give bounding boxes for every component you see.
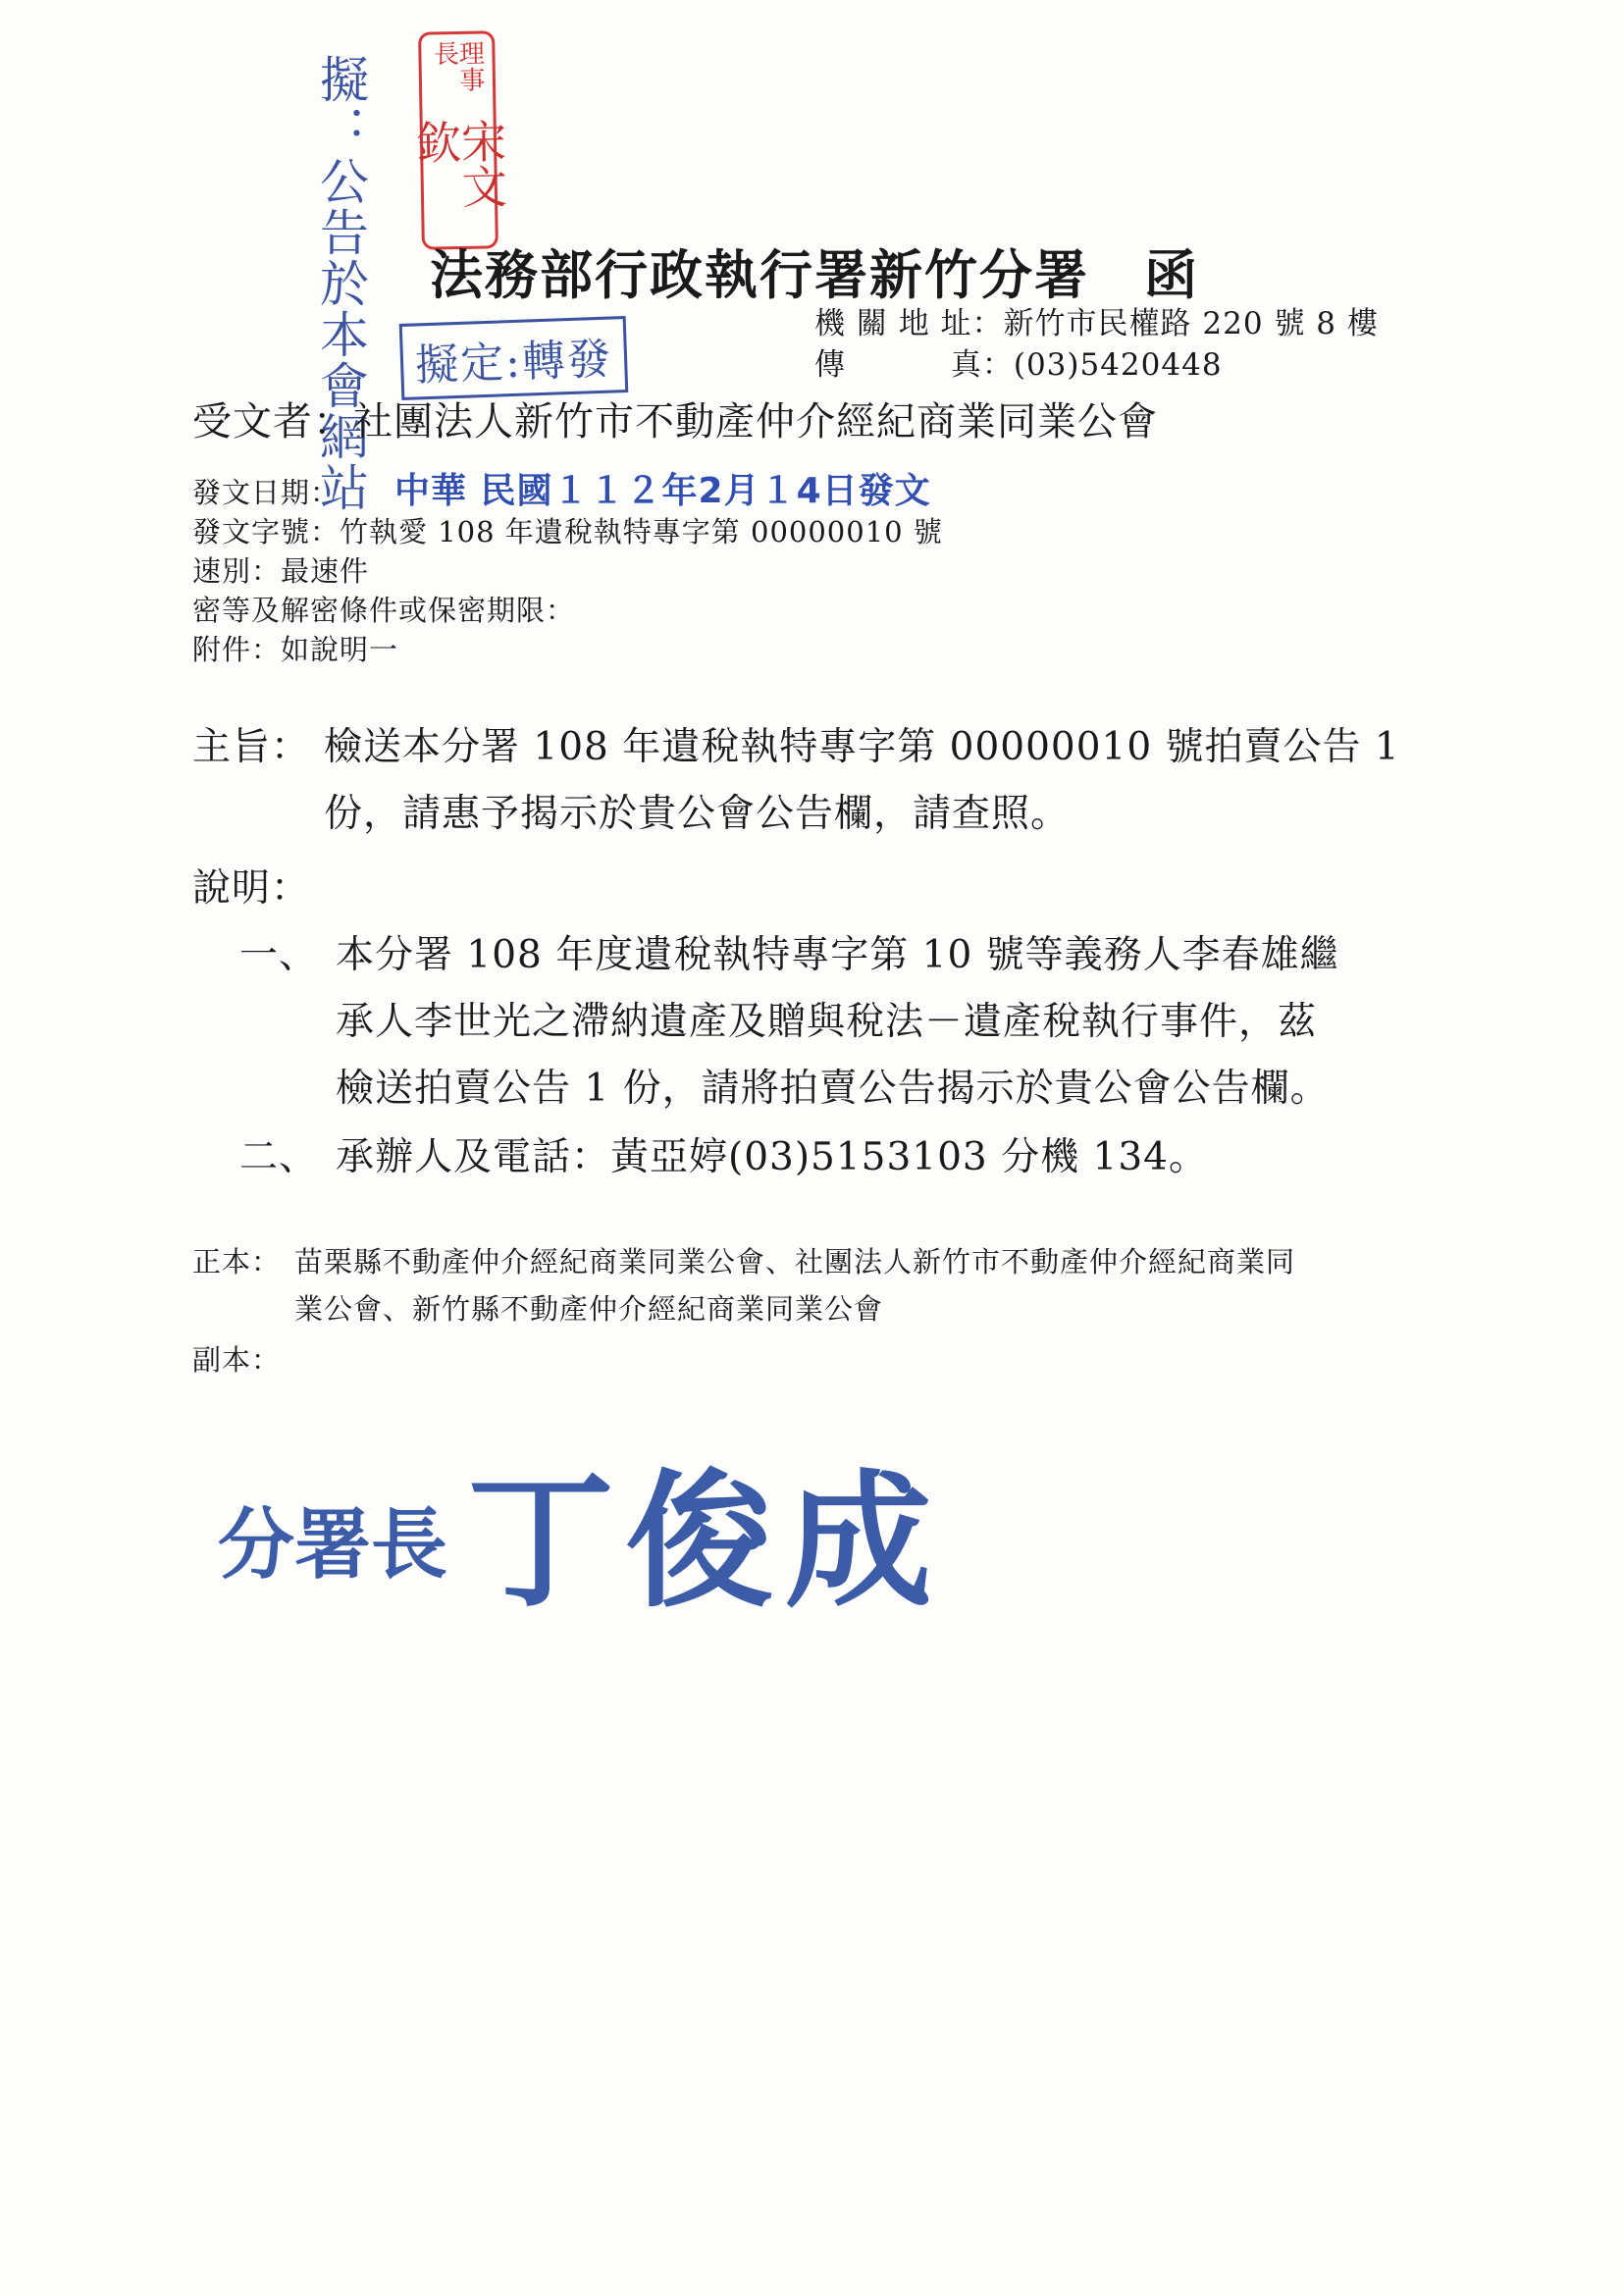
distribution-copy-label: 副本： xyxy=(192,1343,282,1377)
vertical-handwritten-stamp: 擬：公告於本會網站 xyxy=(312,54,369,513)
document-number: 發文字號：竹執愛 108 年遺稅執特專字第 00000010 號 xyxy=(192,515,943,548)
issuing-organization: 法務部行政執行署新竹分署 xyxy=(430,243,1089,306)
seal-title: 理事長 xyxy=(429,39,486,94)
office-address: 機 關 地 址：新竹市民權路 220 號 8 樓 xyxy=(814,306,1379,341)
subject-line-1: 檢送本分署 108 年遺稅執特專字第 00000010 號拍賣公告 1 xyxy=(324,725,1400,769)
director-title: 分署長 xyxy=(218,1501,448,1590)
distribution-main-line-1: 苗栗縣不動產仲介經紀商業同業公會、社團法人新竹市不動產仲介經紀商業同 xyxy=(294,1245,1296,1278)
director-name: 丁俊成 xyxy=(467,1457,945,1628)
explanation-item-2-number: 二、 xyxy=(239,1135,319,1179)
explanation-item-2-line-1: 承辦人及電話：黃亞婷(03)5153103 分機 134。 xyxy=(336,1135,1208,1179)
subject-line-2: 份，請惠予揭示於貴公會公告欄，請查照。 xyxy=(324,792,1071,836)
approval-stamp: 擬定:轉發 xyxy=(399,316,628,400)
issue-date-stamp: 中華 民國１１２年2月１4日發文 xyxy=(394,471,931,511)
document-form: 函 xyxy=(1144,243,1199,306)
seal-name: 宋文欽 xyxy=(408,118,509,210)
office-fax: 傳 真：(03)5420448 xyxy=(814,347,1223,383)
explanation-item-1-number: 一、 xyxy=(239,933,319,977)
explanation-item-1-line-1: 本分署 108 年度遺稅執特專字第 10 號等義務人李春雄繼 xyxy=(336,933,1339,977)
receiver-line: 受文者：社團法人新竹市不動產仲介經紀商業同業公會 xyxy=(192,399,1158,444)
subject-label: 主旨： xyxy=(192,725,311,769)
distribution-main-label: 正本： xyxy=(192,1245,282,1278)
explanation-item-1-line-2: 承人李世光之滯納遺產及贈與稅法－遺產稅執行事件，茲 xyxy=(336,1000,1318,1044)
secrecy-level: 密等及解密條件或保密期限： xyxy=(192,594,576,627)
chairman-red-seal xyxy=(408,30,509,249)
explanation-label: 說明： xyxy=(192,866,311,911)
attachment-line: 附件：如說明一 xyxy=(192,633,399,666)
director-signature-stamp xyxy=(218,1423,944,1635)
explanation-item-1-line-3: 檢送拍賣公告 1 份，請將拍賣公告揭示於貴公會公告欄。 xyxy=(336,1067,1330,1111)
distribution-main-line-2: 業公會、新竹縣不動產仲介經紀商業同業公會 xyxy=(294,1292,884,1326)
issue-date-label: 發文日期： xyxy=(192,476,340,509)
speed-class: 速別：最速件 xyxy=(192,554,370,588)
